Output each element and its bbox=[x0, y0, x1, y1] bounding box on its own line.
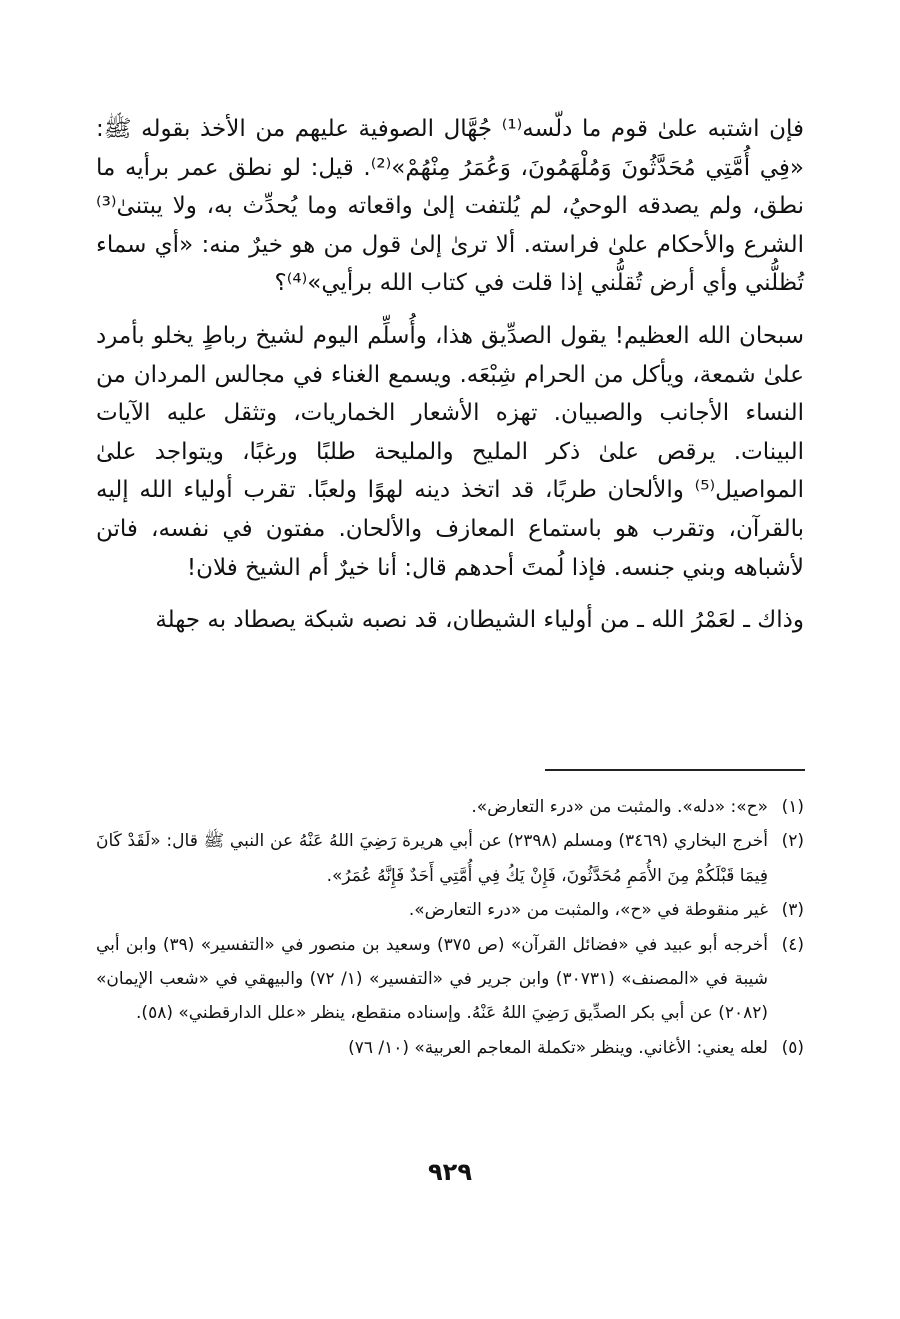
footnote-number: (٣) bbox=[781, 900, 804, 921]
footnote-text: لعله يعني: الأغاني. وينظر «تكملة المعاجم العربية» (١٠/ ٧٦) bbox=[348, 1037, 768, 1058]
footnote-text: «ح»: «دله». والمثبت من «درء التعارض». bbox=[471, 797, 768, 817]
page-number: ٩٢٩ bbox=[428, 1158, 472, 1186]
main-text bbox=[96, 110, 804, 640]
footnote-number: (٢) bbox=[781, 831, 804, 852]
footnote-3 bbox=[96, 893, 804, 927]
footnote-text: أخرج البخاري (٣٤٦٩) ومسلم (٢٣٩٨) عن أبي هريرة رَضِيَ اللهُ عَنْهُ عن النبي ﷺ قال: «لَقَدْ كَانَ فِيمَا قَبْلَكُمْ مِنَ الأُمَمِ مُحَدَّثُونَ، فَإِنْ يَكُ فِي أُمَّتِي أَحَدٌ فَإِنَّهُ عُمَرُ». bbox=[96, 831, 768, 886]
footnote-4 bbox=[96, 928, 804, 1031]
footnote-number: (١) bbox=[781, 797, 804, 817]
footnotes bbox=[96, 790, 804, 1065]
paragraph-3: وذاك ـ لعَمْرُ الله ـ من أولياء الشيطان، قد نصبه شبكة يصطاد به جهلة bbox=[155, 607, 804, 634]
footnote-text: أخرجه أبو عبيد في «فضائل القرآن» (ص ٣٧٥) وسعيد بن منصور في «التفسير» (٣٩) وابن أبي شيبة في «المصنف» (٣٠٧٣١) وابن جرير في «التفسير» (١/ ٧٢) والبيهقي في «شعب الإيمان» (٢٠٨٢) عن أبي بكر الصدِّيق رَضِيَ اللهُ عَنْهُ. وإسناده منقطع، ينظر «علل الدارقطني» (٥٨). bbox=[96, 934, 769, 1024]
footnote-2 bbox=[96, 824, 804, 893]
footnote-text: غير منقوطة في «ح»، والمثبت من «درء التعارض». bbox=[408, 900, 768, 921]
paragraph-1: فإن اشتبه علىٰ قوم ما دلّسه⁽¹⁾ جُهَّال الصوفية عليهم من الأخذ بقوله ﷺ: «فِي أُمَّتِي مُحَدَّثُونَ وَمُلْهَمُونَ، وَعُمَرُ مِنْهُمْ»⁽²⁾. قيل: لو نطق عمر برأيه ما نطق، ولم يصدقه الوحيُ، لم يُلتفت إلىٰ واقعاته وما يُحدِّث به، ولا يبتنىٰ⁽³⁾ الشرع والأحكام علىٰ فراسته. ألا ترىٰ إلىٰ قول من هو خيرٌ منه: «أي سماء تُظلُّني وأي أرض تُقلُّني إذا قلت في كتاب الله برأيي»⁽⁴⁾؟ bbox=[96, 116, 804, 297]
footnote-number: (٤) bbox=[781, 934, 804, 955]
paragraph-2: سبحان الله العظيم! يقول الصدِّيق هذا، وأُسلِّم اليوم لشيخ رباطٍ يخلو بأمرد علىٰ شمعة، ويأكل من الحرام شِبْعَه. ويسمع الغناء في مجالس المردان من النساء الأجانب والصبيان. تهزه الأشعار الخماريات، وتثقل عليه الآيات البينات. يرقص علىٰ ذكر المليح والمليحة طلبًا ورغبًا، ويتواجد علىٰ المواصيل⁽⁵⁾ والألحان طربًا، قد اتخذ دينه لهوًا ولعبًا. تقرب أولياء الله إليه بالقرآن، وتقرب هو باستماع المعازف والألحان. مفتون في نفسه، فاتن لأشباهه وبني جنسه. فإذا لُمتَ أحدهم قال: أنا خيرٌ أم الشيخ فلان! bbox=[96, 322, 804, 581]
footnote-separator bbox=[545, 769, 805, 771]
footnote-5 bbox=[96, 1031, 804, 1065]
footnote-1 bbox=[96, 790, 804, 824]
footnote-number: (٥) bbox=[781, 1037, 804, 1058]
